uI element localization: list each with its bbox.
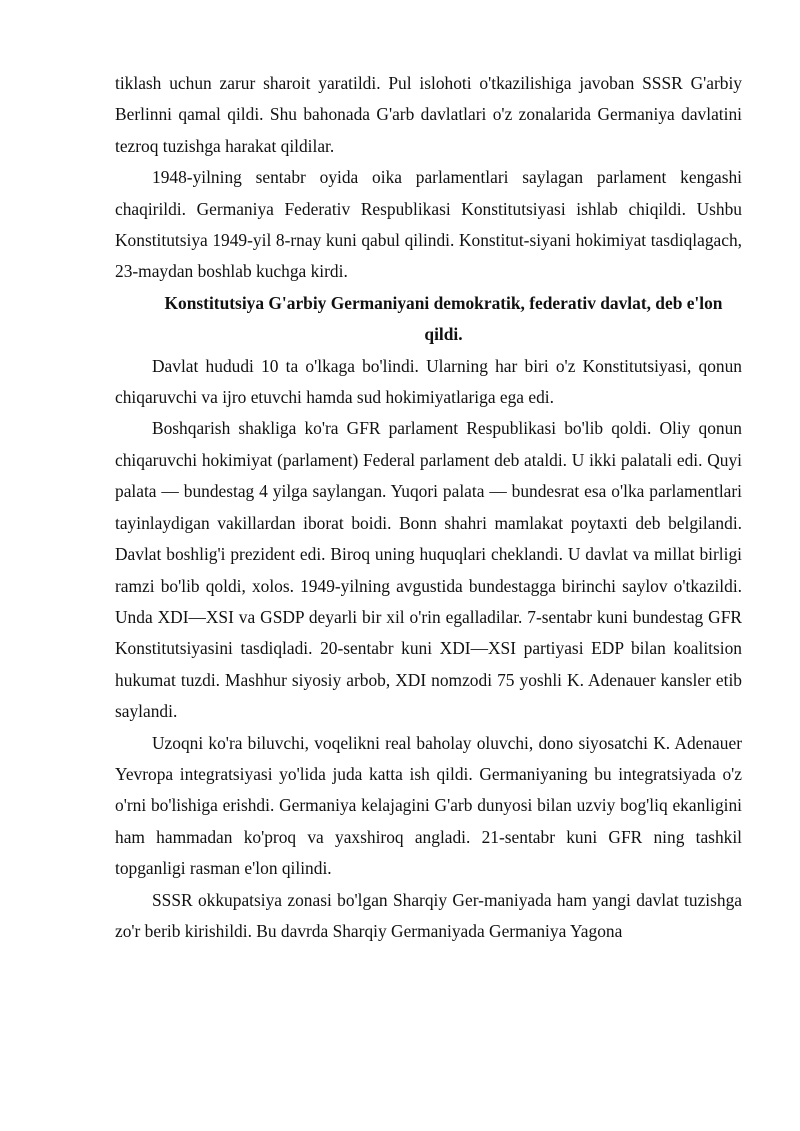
paragraph-constitution-1948: 1948-yilning sentabr oyida oika parlamentlari saylagan parlament kengashi chaqirildi. Germaniya Federativ Respublikasi Konstitutsiyasi ishlab chiqildi. Ushbu Konstitutsiya 1949-yil 8-rnay kuni qabul qilindi. Konstitut-siyani hokimiyat tasdiqlagach, 23-maydan boshlab kuchga kirdi. xyxy=(115,167,742,282)
document-page xyxy=(115,68,742,947)
section-heading: Konstitutsiya G'arbiy Germaniyani demokratik, federativ davlat, deb e'lon qildi. xyxy=(164,292,723,345)
paragraph-adenauer: Uzoqni ko'ra biluvchi, voqelikni real baholay oluvchi, dono siyosatchi K. Adenauer Yevropa integratsiyasi yo'lida juda katta ish qildi. Germaniyaning bu integratsiyada o'z o'rni bo'lishiga erishdi. Germaniya kelajagini G'arb dunyosi bilan uzviy bog'liq ekanligini ham hammadan ko'proq va yaxshiroq angladi. 21-sentabr kuni GFR ning tashkil topganligi rasman e'lon qilindi. xyxy=(115,732,742,879)
paragraph-continuation: tiklash uchun zarur sharoit yaratildi. Pul islohoti o'tkazilishiga javoban SSSR G'arbiy Berlinni qamal qildi. Shu bahonada G'arb davlatlari o'z zonalarida Germaniya davlatini tezroq tuzishga harakat qildilar. xyxy=(115,73,742,156)
paragraph-territory: Davlat hududi 10 ta o'lkaga bo'lindi. Ularning har biri o'z Konstitutsiyasi, qonun chiqaruvchi va ijro etuvchi hamda sud hokimiyatlariga ega edi. xyxy=(115,355,742,408)
paragraph-east-germany: SSSR okkupatsiya zonasi bo'lgan Sharqiy Ger-maniyada ham yangi davlat tuzishga zo'r berib kirishildi. Bu davrda Sharqiy Germaniyada Germaniya Yagona xyxy=(115,889,742,941)
paragraph-government-form: Boshqarish shakliga ko'ra GFR parlament Respublikasi bo'lib qoldi. Oliy qonun chiqaruvchi hokimiyat (parlament) Federal parlament deb ataldi. U ikki palatali edi. Quyi palata — bundestag 4 yilga saylangan. Yuqori palata — bundesrat esa o'lka parlamentlari tayinlaydigan vakillardan iborat boidi. Bonn shahri mamlakat poytaxti deb belgilandi. Davlat boshlig'i prezident edi. Biroq uning huquqlari cheklandi. U davlat va millat birligi ramzi bo'lib qoldi, xolos. 1949-yilning avgustida bundestagga birinchi saylov o'tkazildi. Unda XDI—XSI va GSDP deyarli bir xil o'rin egalladilar. 7-sentabr kuni bundestag GFR Konstitutsiyasini tasdiqladi. 20-sentabr kuni XDI—XSI partiyasi EDP bilan koalitsion hukumat tuzdi. Mashhur siyosiy arbob, XDI nomzodi 75 yoshli K. Adenauer kansler etib saylandi. xyxy=(115,418,742,722)
